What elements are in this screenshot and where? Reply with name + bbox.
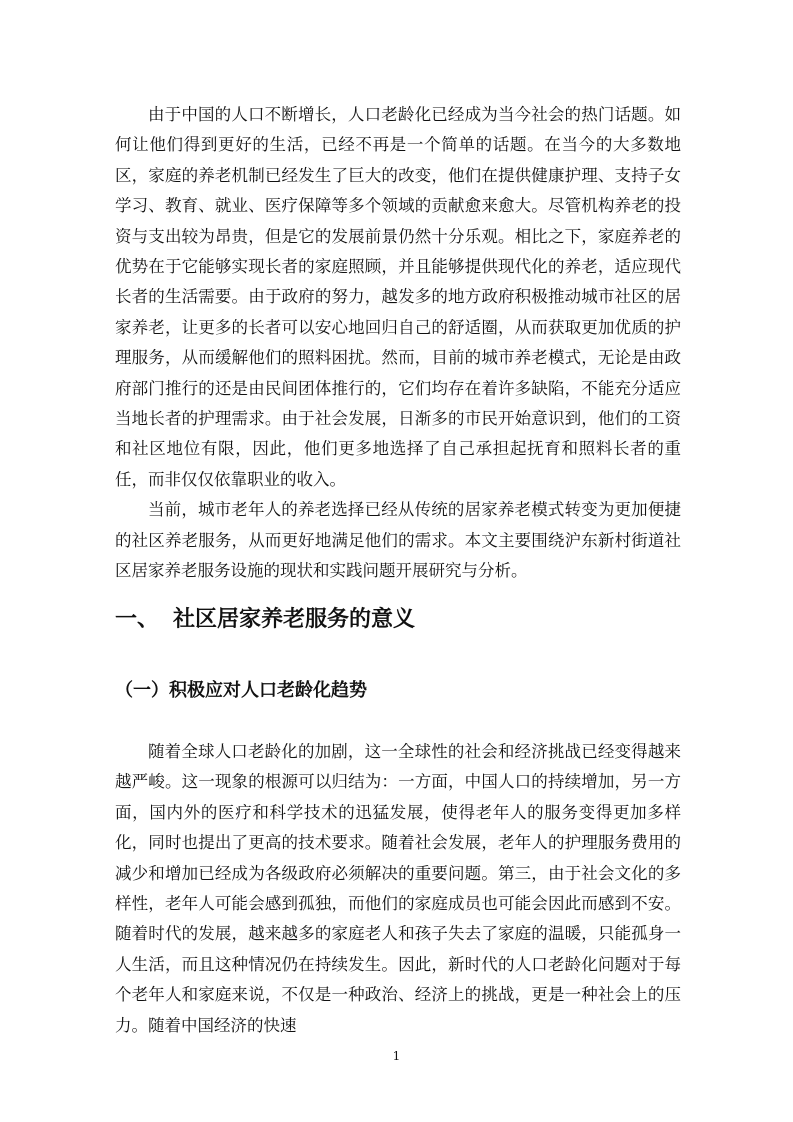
subsection-paragraph-1: 随着全球人口老龄化的加剧，这一全球性的社会和经济挑战已经变得越来越严峻。这一现象的根源可以归结为：一方面，中国人口的持续增加，另一方面，国内外的医疗和科学技术的迅猛发展，使得老年人的服务变得更加多样化，同时也提出了更高的技术要求。随着社会发展，老年人的护理服务费用的减少和增加已经成为各级政府必须解决的重要问题。第三，由于社会文化的多样性，老年人可能会感到孤独，而他们的家庭成员也可能会因此而感到不安。随着时代的发展，越来越多的家庭老人和孩子失去了家庭的温暖，只能孤身一人生活，而且这种情况仍在持续发生。因此，新时代的人口老龄化问题对于每个老年人和家庭来说，不仅是一种政治、经济上的挑战，更是一种社会上的压力。随着中国经济的快速 <box>115 742 681 1035</box>
intro-text <box>115 100 681 587</box>
page-number: 1 <box>392 1049 401 1063</box>
section-heading <box>115 603 415 637</box>
subsection-text <box>115 737 681 1041</box>
subsection-heading: （一）积极应对人口老龄化趋势 <box>115 680 367 701</box>
section-number: 一、 <box>115 607 160 632</box>
section-title: 社区居家养老服务的意义 <box>173 607 416 632</box>
intro-paragraph-1: 由于中国的人口不断增长，人口老龄化已经成为当今社会的热门话题。如何让他们得到更好的生活，已经不再是一个简单的话题。在当今的大多数地区，家庭的养老机制已经发生了巨大的改变，他们在提供健康护理、支持子女学习、教育、就业、医疗保障等多个领域的贡献愈来愈大。尽管机构养老的投资与支出较为昂贵，但是它的发展前景仍然十分乐观。相比之下，家庭养老的优势在于它能够实现长者的家庭照顾，并且能够提供现代化的养老，适应现代长者的生活需要。由于政府的努力，越发多的地方政府积极推动城市社区的居家养老，让更多的长者可以安心地回归自己的舒适圈，从而获取更加优质的护理服务，从而缓解他们的照料困扰。然而，目前的城市养老模式，无论是由政府部门推行的还是由民间团体推行的，它们均存在着许多缺陷，不能充分适应当地长者的护理需求。由于社会发展，日渐多的市民开始意识到，他们的工资和社区地位有限，因此，他们更多地选择了自己承担起抚育和照料长者的重任，而非仅仅依靠职业的收入。 <box>115 105 681 489</box>
intro-paragraph-2: 当前，城市老年人的养老选择已经从传统的居家养老模式转变为更加便捷的社区养老服务，从而更好地满足他们的需求。本文主要围绕沪东新村街道社区居家养老服务设施的现状和实践问题开展研究与分析。 <box>115 500 681 581</box>
